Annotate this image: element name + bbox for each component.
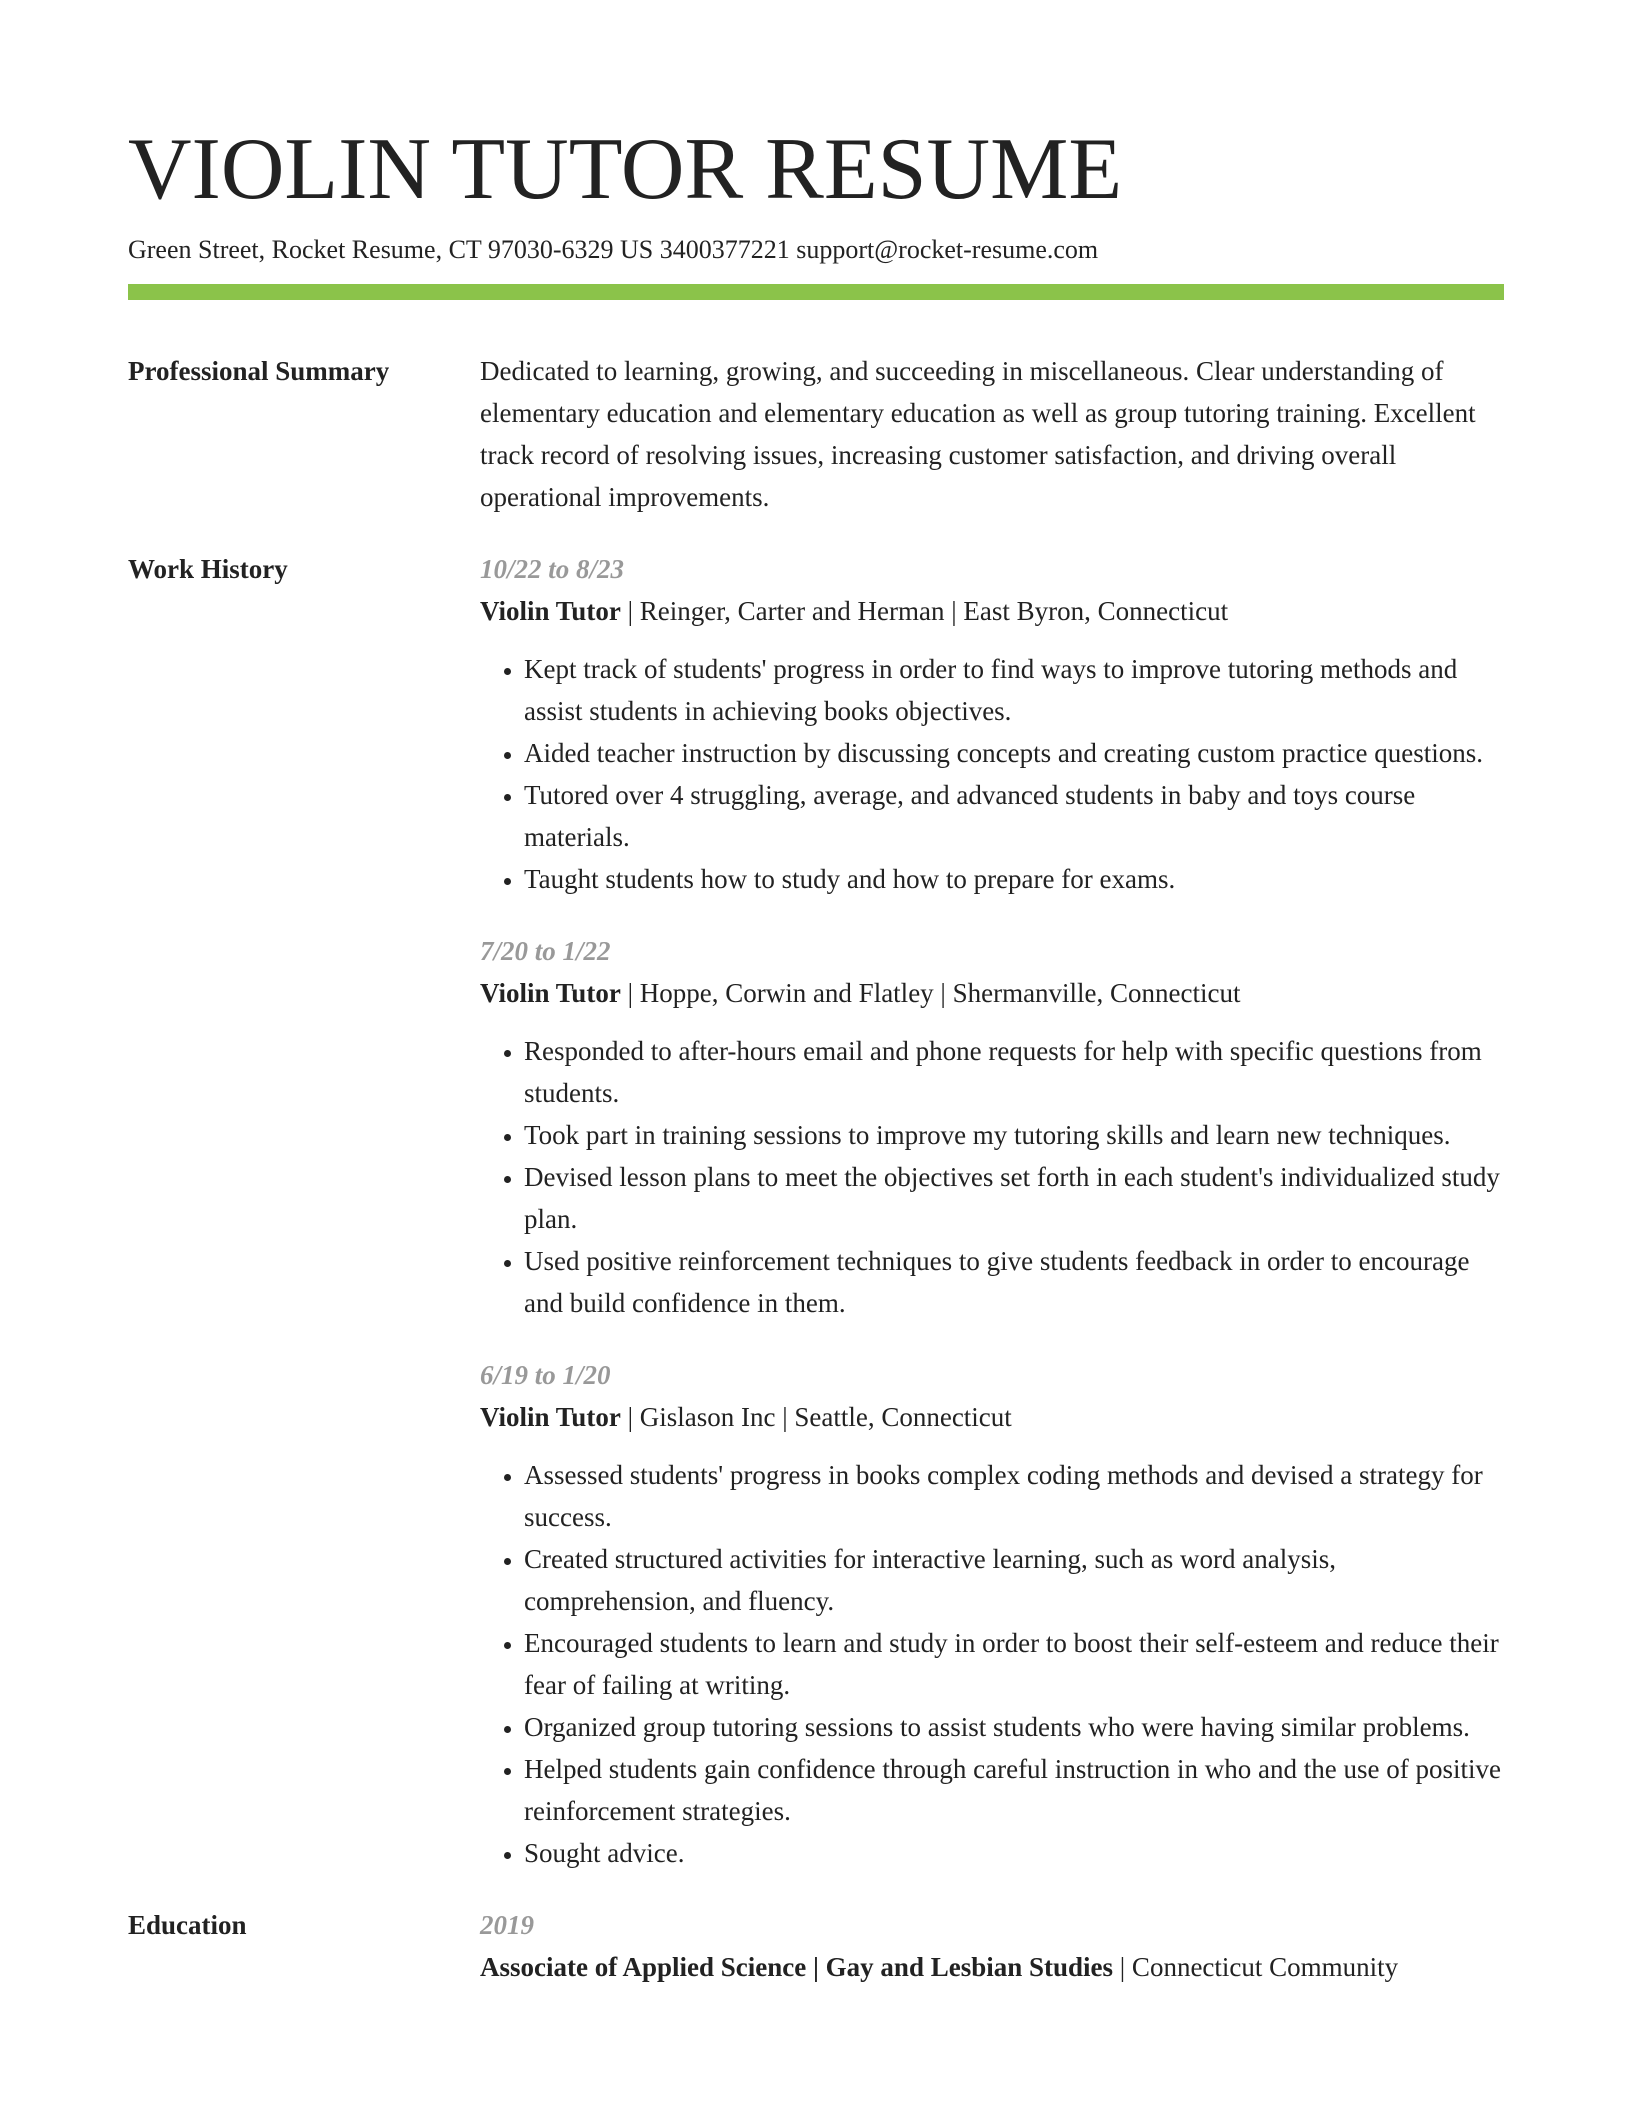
job-title: Violin Tutor bbox=[480, 1402, 621, 1432]
summary-section bbox=[128, 350, 1504, 518]
work-history-label: Work History bbox=[128, 554, 288, 584]
header-divider bbox=[128, 284, 1504, 300]
education-degree: Associate of Applied Science | Gay and Lesbian Studies bbox=[480, 1952, 1114, 1982]
job-bullet: • Aided teacher instruction by discussing concepts and creating custom practice questions. bbox=[524, 732, 1504, 774]
education-label: Education bbox=[128, 1910, 247, 1940]
job-bullet: • Sought advice. bbox=[524, 1832, 1504, 1874]
job-heading bbox=[480, 590, 1504, 632]
job-bullet: • Responded to after-hours email and phone requests for help with specific questions from students. bbox=[524, 1030, 1504, 1114]
work-history-section bbox=[128, 548, 1504, 1874]
education-year: 2019 bbox=[480, 1910, 534, 1940]
job-bullet: • Helped students gain confidence through careful instruction in who and the use of positive reinforcement strategies. bbox=[524, 1748, 1504, 1832]
job-entry bbox=[480, 1354, 1504, 1874]
job-heading bbox=[480, 1396, 1504, 1438]
job-bullets bbox=[480, 648, 1504, 900]
job-entry bbox=[480, 930, 1504, 1324]
job-bullet: • Used positive reinforcement techniques to give students feedback in order to encourage and build confidence in them. bbox=[524, 1240, 1504, 1324]
job-entry bbox=[480, 548, 1504, 900]
job-dates: 6/19 to 1/20 bbox=[480, 1360, 611, 1390]
job-bullet: • Created structured activities for interactive learning, such as word analysis, comprehension, and fluency. bbox=[524, 1538, 1504, 1622]
job-bullet: • Taught students how to study and how to prepare for exams. bbox=[524, 858, 1504, 900]
contact-line bbox=[128, 232, 1504, 268]
job-bullet: • Organized group tutoring sessions to assist students who were having similar problems. bbox=[524, 1706, 1504, 1748]
job-bullets bbox=[480, 1454, 1504, 1874]
summary-label: Professional Summary bbox=[128, 356, 390, 386]
job-bullet: • Encouraged students to learn and study in order to boost their self-esteem and reduce their fear of failing at writing. bbox=[524, 1622, 1504, 1706]
education-section bbox=[128, 1904, 1504, 1988]
summary-text: Dedicated to learning, growing, and succeeding in miscellaneous. Clear understanding of elementary education and elementary education as well as group tutoring training. Excellent track record of resolving issues, increasing customer satisfaction, and driving overall operational improvements. bbox=[480, 356, 1476, 512]
contact-phone: 3400377221 bbox=[659, 235, 790, 264]
work-history-list bbox=[480, 548, 1504, 1874]
job-details: | Hoppe, Corwin and Flatley | Shermanville, Connecticut bbox=[620, 978, 1241, 1008]
job-bullet: • Took part in training sessions to improve my tutoring skills and learn new techniques. bbox=[524, 1114, 1504, 1156]
education-heading bbox=[480, 1946, 1504, 1988]
job-dates: 7/20 to 1/22 bbox=[480, 936, 611, 966]
resume-title: VIOLIN TUTOR RESUME bbox=[128, 121, 1123, 218]
education-entry bbox=[480, 1904, 1504, 1988]
job-bullet: • Kept track of students' progress in order to find ways to improve tutoring methods and assist students in achieving books objectives. bbox=[524, 648, 1504, 732]
job-heading bbox=[480, 972, 1504, 1014]
job-bullet: • Assessed students' progress in books complex coding methods and devised a strategy for success. bbox=[524, 1454, 1504, 1538]
job-title: Violin Tutor bbox=[480, 596, 621, 626]
resume-page bbox=[128, 118, 1504, 1988]
contact-address: Green Street, Rocket Resume, CT 97030-6329 US bbox=[128, 235, 654, 264]
job-title: Violin Tutor bbox=[480, 978, 621, 1008]
contact-email[interactable]: support@rocket-resume.com bbox=[796, 235, 1099, 264]
job-bullets bbox=[480, 1030, 1504, 1324]
job-details: | Reinger, Carter and Herman | East Byron, Connecticut bbox=[620, 596, 1229, 626]
job-dates: 10/22 to 8/23 bbox=[480, 554, 625, 584]
job-bullet: • Tutored over 4 struggling, average, and advanced students in baby and toys course materials. bbox=[524, 774, 1504, 858]
job-bullet: • Devised lesson plans to meet the objectives set forth in each student's individualized study plan. bbox=[524, 1156, 1504, 1240]
job-details: | Gislason Inc | Seattle, Connecticut bbox=[620, 1402, 1012, 1432]
education-school: | Connecticut Community bbox=[1113, 1952, 1399, 1982]
